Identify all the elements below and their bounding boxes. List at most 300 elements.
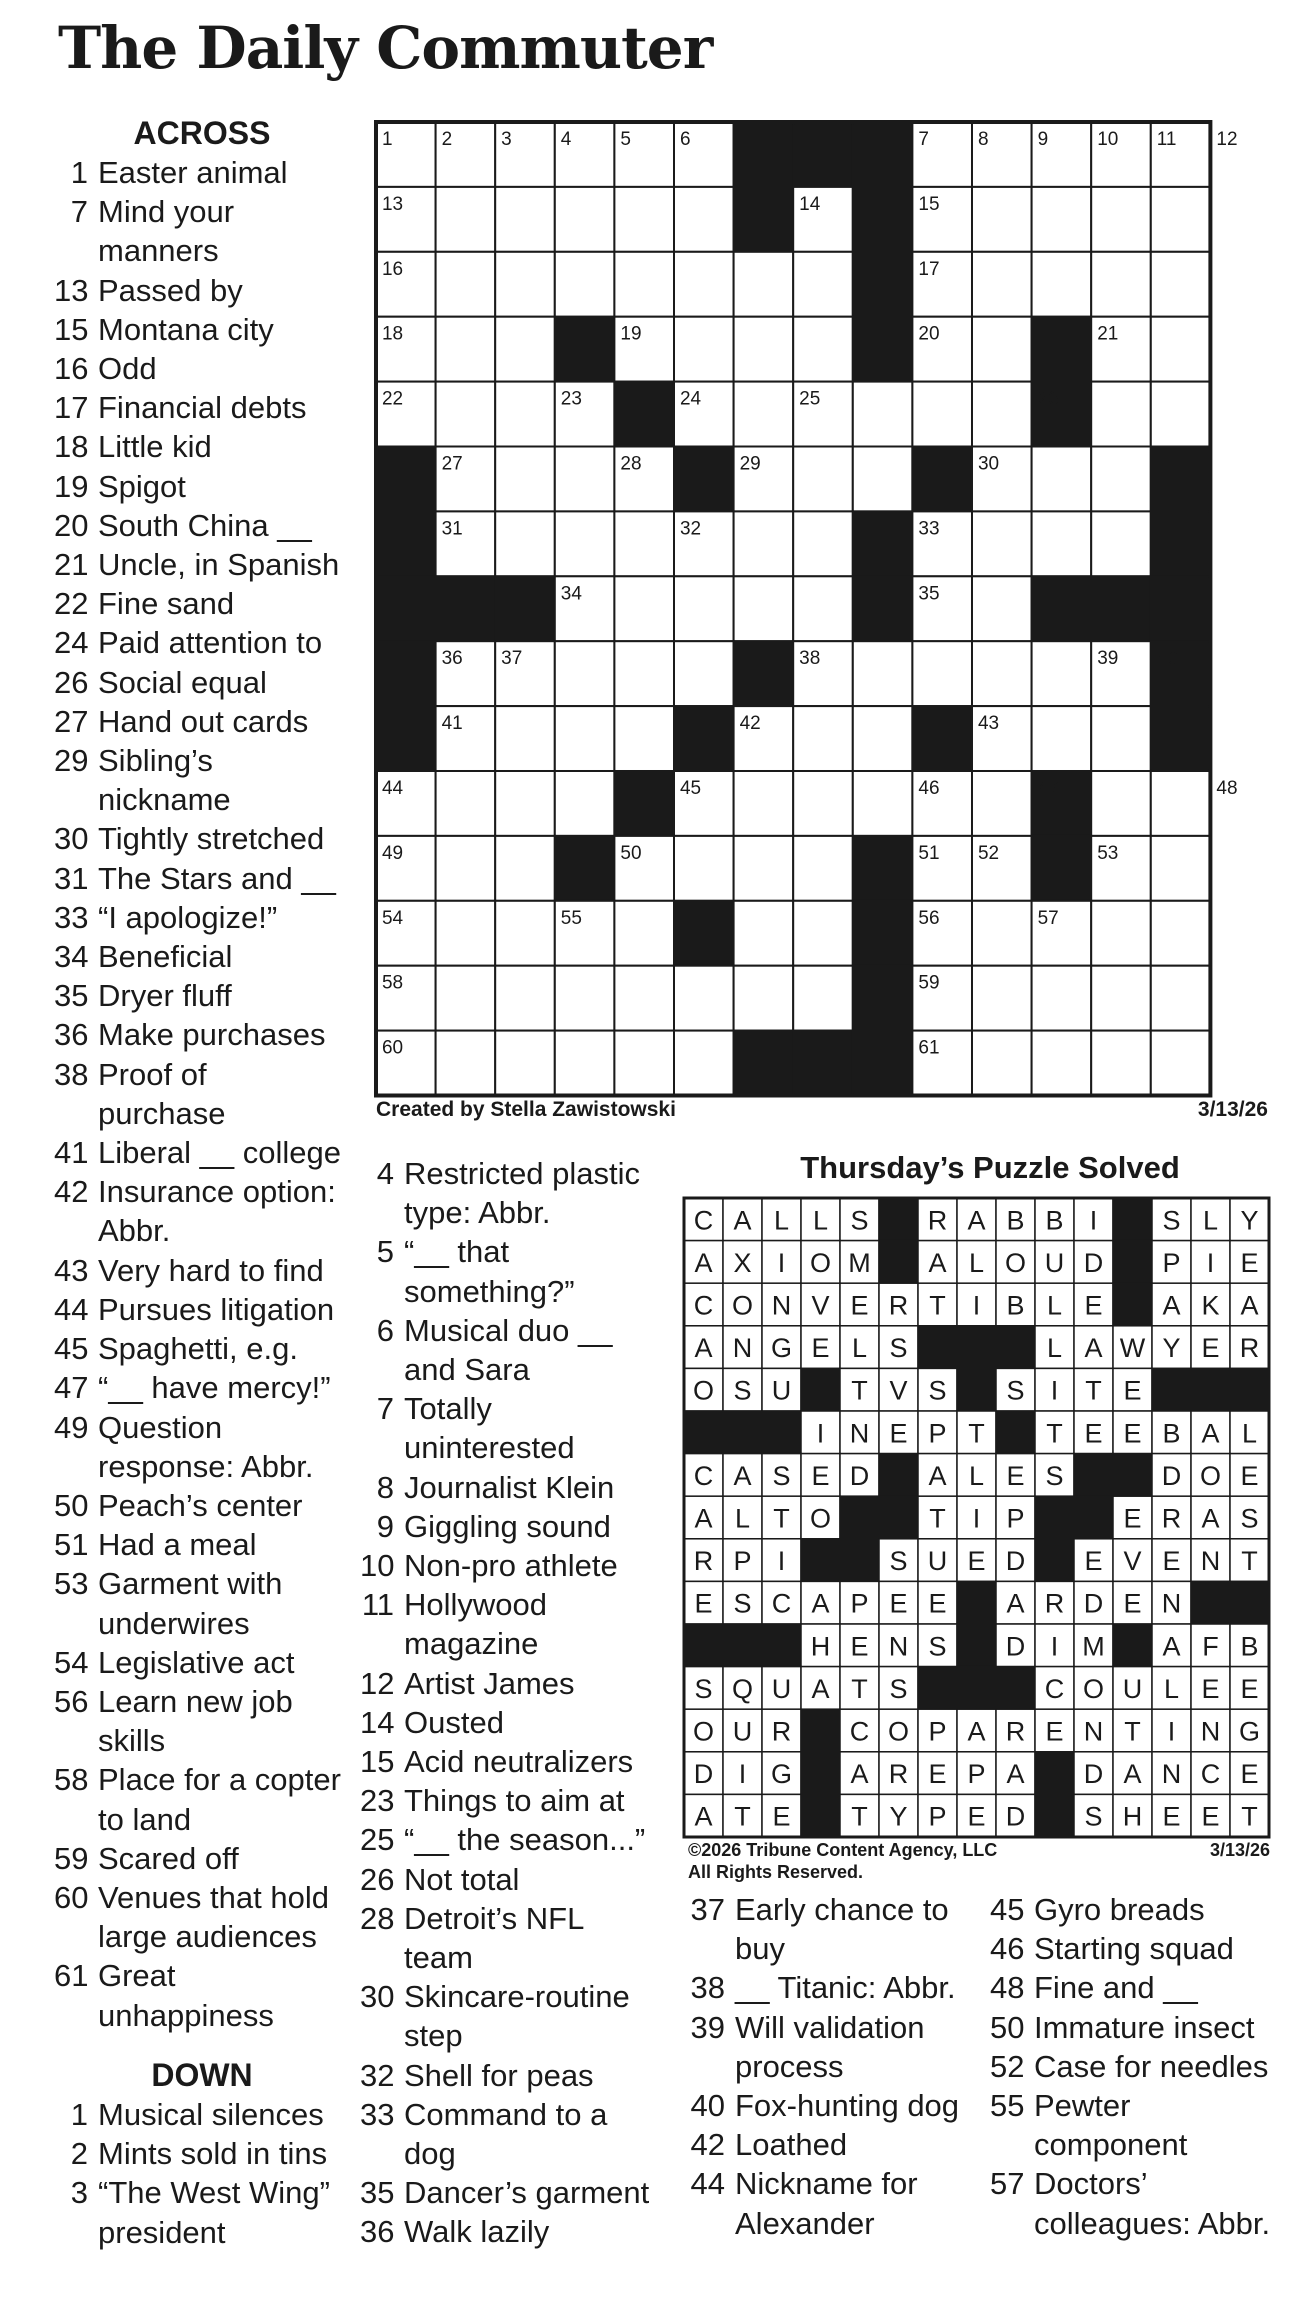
grid-cell[interactable] bbox=[1091, 771, 1151, 836]
solved-letter: T bbox=[773, 1503, 790, 1534]
puzzle-credit: Created by Stella Zawistowski bbox=[376, 1098, 676, 1121]
solved-letter: E bbox=[811, 1333, 830, 1364]
clue-text: Artist James bbox=[404, 1665, 575, 1701]
cell-number: 32 bbox=[679, 518, 702, 540]
solved-black-square bbox=[723, 1411, 762, 1454]
clue-number: 3 bbox=[70, 2175, 88, 2211]
solved-letter: R bbox=[927, 1205, 948, 1236]
clue-3 bbox=[54, 2213, 350, 2252]
clue-number bbox=[360, 1428, 394, 1467]
grid-cell[interactable] bbox=[495, 836, 555, 901]
black-square bbox=[734, 122, 794, 187]
grid-cell[interactable] bbox=[674, 966, 734, 1031]
black-square bbox=[853, 901, 913, 966]
grid-cell[interactable] bbox=[555, 1031, 615, 1096]
clue-text: Pursues litigation bbox=[98, 1291, 335, 1327]
solved-letter: G bbox=[770, 1759, 793, 1790]
grid-cell[interactable] bbox=[972, 317, 1032, 382]
grid-cell[interactable] bbox=[436, 966, 496, 1031]
cell-number: 55 bbox=[560, 907, 582, 929]
crossword-grid[interactable] bbox=[374, 120, 1238, 1098]
solved-letter: I bbox=[1050, 1375, 1059, 1406]
clue-text: Will validation bbox=[735, 2009, 925, 2045]
solved-black-square bbox=[1035, 1496, 1074, 1539]
grid-cell[interactable] bbox=[1151, 187, 1211, 252]
clue-5 bbox=[360, 1272, 660, 1311]
solved-black-square bbox=[1230, 1581, 1269, 1624]
clue-text: something?” bbox=[404, 1273, 575, 1309]
grid-cell[interactable] bbox=[495, 966, 555, 1031]
clue-number: 56 bbox=[54, 1683, 89, 1719]
clue-53 bbox=[54, 1564, 350, 1603]
clue-number: 25 bbox=[360, 1822, 395, 1858]
grid-cell[interactable] bbox=[495, 511, 555, 576]
clue-30 bbox=[360, 2016, 660, 2055]
clue-text: “I apologize!” bbox=[98, 899, 278, 935]
grid-cell[interactable] bbox=[1151, 966, 1211, 1031]
grid-cell[interactable] bbox=[674, 641, 734, 706]
puzzle-date: 3/13/26 bbox=[1197, 1098, 1268, 1121]
grid-cell[interactable] bbox=[853, 706, 913, 771]
grid-cell[interactable] bbox=[555, 706, 615, 771]
clue-text: Montana city bbox=[98, 311, 274, 347]
solved-black-square bbox=[879, 1241, 918, 1284]
grid-cell[interactable] bbox=[1032, 511, 1092, 576]
cell-number: 36 bbox=[441, 648, 463, 670]
solved-letter: D bbox=[1005, 1546, 1026, 1577]
grid-cell[interactable] bbox=[495, 252, 555, 317]
grid-cell[interactable] bbox=[853, 447, 913, 512]
grid-cell[interactable] bbox=[1151, 771, 1211, 836]
grid-cell[interactable] bbox=[1091, 447, 1151, 512]
solved-letter: A bbox=[1006, 1759, 1025, 1790]
cell-number: 26 bbox=[1037, 388, 1059, 410]
clue-23 bbox=[360, 1781, 660, 1820]
cell-number: 50 bbox=[620, 842, 642, 864]
solved-letter: A bbox=[1006, 1588, 1025, 1619]
solved-letter: P bbox=[967, 1759, 986, 1790]
solved-letter: S bbox=[928, 1631, 947, 1662]
cell-number: 31 bbox=[441, 518, 463, 540]
grid-cell[interactable] bbox=[853, 641, 913, 706]
clue-text: response: Abbr. bbox=[98, 1448, 314, 1484]
grid-cell[interactable] bbox=[1091, 966, 1151, 1031]
grid-cell[interactable] bbox=[436, 317, 496, 382]
grid-cell[interactable] bbox=[1032, 252, 1092, 317]
solved-letter: U bbox=[1044, 1247, 1065, 1278]
grid-cell[interactable] bbox=[1091, 511, 1151, 576]
solved-black-square bbox=[840, 1496, 879, 1539]
clue-text: president bbox=[98, 2214, 226, 2250]
clue-text: Command to a bbox=[404, 2096, 608, 2132]
grid-cell[interactable] bbox=[1091, 1031, 1151, 1096]
grid-cell[interactable] bbox=[793, 252, 853, 317]
grid-cell[interactable] bbox=[972, 771, 1032, 836]
clue-number bbox=[54, 1447, 88, 1486]
grid-cell[interactable] bbox=[1151, 836, 1211, 901]
clue-text: Starting squad bbox=[1034, 1931, 1234, 1967]
grid-cell[interactable] bbox=[793, 836, 853, 901]
solved-black-square bbox=[1074, 1496, 1113, 1539]
clue-27 bbox=[54, 702, 350, 741]
solved-letter: E bbox=[850, 1290, 869, 1321]
black-square bbox=[1032, 317, 1092, 382]
grid-cell[interactable] bbox=[555, 771, 615, 836]
grid-cell[interactable] bbox=[793, 706, 853, 771]
grid-cell[interactable] bbox=[972, 1031, 1032, 1096]
clue-21 bbox=[54, 545, 350, 584]
grid-cell[interactable] bbox=[495, 771, 555, 836]
grid-cell[interactable] bbox=[495, 901, 555, 966]
black-square bbox=[1151, 706, 1211, 771]
cell-number: 30 bbox=[977, 453, 1000, 475]
grid-cell[interactable] bbox=[614, 1031, 674, 1096]
black-square bbox=[853, 511, 913, 576]
clue-56 bbox=[54, 1682, 350, 1721]
solved-letter: A bbox=[1162, 1290, 1181, 1321]
solved-letter: A bbox=[694, 1503, 713, 1534]
clue-number bbox=[360, 1272, 394, 1311]
grid-cell[interactable] bbox=[674, 836, 734, 901]
grid-cell[interactable] bbox=[495, 317, 555, 382]
clue-text: Little kid bbox=[98, 429, 212, 465]
solved-puzzle-grid bbox=[682, 1196, 1271, 1839]
solved-letter: P bbox=[1162, 1247, 1181, 1278]
clue-number: 58 bbox=[54, 1762, 89, 1798]
grid-cell[interactable] bbox=[1091, 382, 1151, 447]
clue-text: dog bbox=[404, 2136, 456, 2172]
grid-cell[interactable] bbox=[495, 706, 555, 771]
grid-cell[interactable] bbox=[734, 966, 794, 1031]
clue-12 bbox=[360, 1664, 660, 1703]
solved-letter: E bbox=[1084, 1290, 1103, 1321]
solved-letter: O bbox=[1082, 1673, 1105, 1704]
clue-text: Restricted plastic bbox=[404, 1156, 641, 1191]
grid-cell[interactable] bbox=[495, 1031, 555, 1096]
clue-number: 1 bbox=[70, 155, 88, 190]
solved-letter: A bbox=[1201, 1503, 1220, 1534]
clue-number: 52 bbox=[990, 2048, 1025, 2084]
grid-cell[interactable] bbox=[734, 901, 794, 966]
solved-letter: V bbox=[1123, 1546, 1142, 1577]
clue-22 bbox=[54, 584, 350, 623]
grid-cell[interactable] bbox=[1091, 706, 1151, 771]
grid-cell[interactable] bbox=[614, 706, 674, 771]
grid-cell[interactable] bbox=[793, 511, 853, 576]
grid-cell[interactable] bbox=[495, 447, 555, 512]
grid-cell[interactable] bbox=[1091, 187, 1151, 252]
grid-cell[interactable] bbox=[734, 317, 794, 382]
solved-letter: E bbox=[928, 1588, 947, 1619]
solved-black-square bbox=[1113, 1624, 1152, 1667]
solved-letter: T bbox=[1085, 1375, 1102, 1406]
grid-cell[interactable] bbox=[734, 252, 794, 317]
cell-number: 57 bbox=[1037, 907, 1059, 929]
solved-letter: C bbox=[693, 1290, 714, 1321]
solved-letter: E bbox=[850, 1631, 869, 1662]
clue-text: Mind your bbox=[98, 194, 235, 230]
solved-black-square bbox=[996, 1411, 1035, 1454]
grid-cell[interactable] bbox=[734, 576, 794, 641]
solved-letter: L bbox=[968, 1247, 985, 1278]
grid-cell[interactable] bbox=[614, 187, 674, 252]
grid-cell[interactable] bbox=[614, 576, 674, 641]
grid-cell[interactable] bbox=[793, 576, 853, 641]
grid-cell[interactable] bbox=[436, 771, 496, 836]
clue-text: manners bbox=[98, 233, 219, 269]
solved-letter: A bbox=[733, 1460, 752, 1491]
clue-number bbox=[54, 780, 88, 819]
grid-cell[interactable] bbox=[972, 576, 1032, 641]
grid-cell[interactable] bbox=[853, 771, 913, 836]
grid-cell[interactable] bbox=[555, 966, 615, 1031]
solved-black-square bbox=[684, 1411, 723, 1454]
grid-cell[interactable] bbox=[972, 901, 1032, 966]
solved-letter: R bbox=[1239, 1333, 1260, 1364]
grid-cell[interactable] bbox=[734, 511, 794, 576]
down-clue-list-part-2 bbox=[360, 1154, 660, 2252]
clue-text: Fox-hunting dog bbox=[735, 2088, 960, 2124]
grid-cell[interactable] bbox=[674, 1031, 734, 1096]
clue-number: 44 bbox=[690, 2166, 725, 2202]
clue-58 bbox=[54, 1800, 350, 1839]
cell-number: 59 bbox=[918, 972, 940, 994]
black-square bbox=[1151, 447, 1211, 512]
grid-cell[interactable] bbox=[972, 382, 1032, 447]
clue-7 bbox=[360, 1428, 660, 1467]
grid-cell[interactable] bbox=[674, 317, 734, 382]
cell-number: 27 bbox=[441, 453, 463, 475]
grid-cell[interactable] bbox=[1091, 901, 1151, 966]
grid-cell[interactable] bbox=[614, 511, 674, 576]
grid-cell[interactable] bbox=[734, 382, 794, 447]
clue-number: 57 bbox=[990, 2166, 1025, 2202]
clue-number: 38 bbox=[690, 1970, 725, 2006]
grid-cell[interactable] bbox=[972, 641, 1032, 706]
solved-letter: S bbox=[889, 1333, 908, 1364]
clue-33 bbox=[360, 2134, 660, 2173]
clue-number: 41 bbox=[54, 1135, 89, 1171]
solved-letter: C bbox=[1200, 1759, 1221, 1790]
solved-letter: U bbox=[927, 1546, 948, 1577]
clue-text: Fine sand bbox=[98, 586, 235, 622]
clue-number: 20 bbox=[54, 507, 89, 543]
grid-cell[interactable] bbox=[436, 836, 496, 901]
clue-28 bbox=[360, 1938, 660, 1977]
black-square bbox=[793, 1031, 853, 1096]
grid-cell[interactable] bbox=[436, 252, 496, 317]
solved-title: Thursday’s Puzzle Solved bbox=[800, 1150, 1180, 1185]
clue-33 bbox=[360, 2095, 660, 2134]
solved-letter: A bbox=[850, 1759, 869, 1790]
clue-34 bbox=[54, 937, 350, 976]
grid-cell[interactable] bbox=[972, 511, 1032, 576]
grid-cell[interactable] bbox=[1032, 706, 1092, 771]
clue-text: underwires bbox=[98, 1605, 250, 1641]
grid-cell[interactable] bbox=[1151, 382, 1211, 447]
clue-text: Detroit’s NFL bbox=[404, 1900, 585, 1936]
clue-35 bbox=[54, 976, 350, 1015]
solved-letter: E bbox=[1162, 1801, 1181, 1832]
cell-number: 3 bbox=[501, 129, 512, 151]
grid-cell[interactable] bbox=[793, 901, 853, 966]
cell-number: 5 bbox=[620, 129, 631, 151]
clue-29 bbox=[54, 741, 350, 780]
clue-text: Peach’s center bbox=[98, 1487, 303, 1523]
grid-cell[interactable] bbox=[972, 187, 1032, 252]
grid-cell[interactable] bbox=[1032, 447, 1092, 512]
grid-cell[interactable] bbox=[1151, 317, 1211, 382]
clue-25 bbox=[360, 1820, 660, 1859]
grid-cell[interactable] bbox=[972, 252, 1032, 317]
grid-cell[interactable] bbox=[853, 382, 913, 447]
grid-cell[interactable] bbox=[436, 382, 496, 447]
clue-number: 10 bbox=[360, 1548, 395, 1584]
clue-number: 12 bbox=[360, 1665, 395, 1701]
clue-text: “The West Wing” bbox=[98, 2175, 330, 2211]
grid-cell[interactable] bbox=[674, 252, 734, 317]
solved-letter: N bbox=[1200, 1546, 1221, 1577]
grid-cell[interactable] bbox=[555, 511, 615, 576]
solved-black-square bbox=[957, 1368, 996, 1411]
solved-letter: A bbox=[1240, 1290, 1259, 1321]
solved-black-square bbox=[879, 1198, 918, 1241]
grid-cell[interactable] bbox=[1032, 1031, 1092, 1096]
solved-letter: A bbox=[967, 1205, 986, 1236]
grid-cell[interactable] bbox=[734, 836, 794, 901]
clue-text: Very hard to find bbox=[98, 1252, 324, 1288]
solved-letter: L bbox=[734, 1503, 751, 1534]
clue-number: 45 bbox=[54, 1331, 89, 1367]
solved-letter: O bbox=[731, 1290, 754, 1321]
clue-text: Uncle, in Spanish bbox=[98, 547, 340, 583]
clue-text: Hand out cards bbox=[98, 703, 309, 739]
solved-date: 3/13/26 bbox=[1209, 1840, 1270, 1860]
grid-cell[interactable] bbox=[674, 576, 734, 641]
solved-letter: B bbox=[1045, 1205, 1064, 1236]
grid-cell[interactable] bbox=[555, 187, 615, 252]
solved-black-square bbox=[957, 1667, 996, 1710]
grid-cell[interactable] bbox=[972, 966, 1032, 1031]
black-square bbox=[853, 836, 913, 901]
grid-cell[interactable] bbox=[555, 641, 615, 706]
grid-cell[interactable] bbox=[614, 901, 674, 966]
solved-black-square bbox=[1113, 1198, 1152, 1241]
solved-letter: A bbox=[967, 1716, 986, 1747]
clue-text: Ousted bbox=[404, 1704, 504, 1740]
grid-cell[interactable] bbox=[495, 382, 555, 447]
solved-letter: S bbox=[1162, 1205, 1181, 1236]
clue-text: Alexander bbox=[735, 2205, 875, 2241]
clue-text: Liberal __ college bbox=[98, 1135, 342, 1171]
grid-cell[interactable] bbox=[436, 187, 496, 252]
solved-letter: R bbox=[1161, 1503, 1182, 1534]
clue-text: Dancer’s garment bbox=[404, 2175, 650, 2211]
grid-cell[interactable] bbox=[1151, 901, 1211, 966]
solved-letter: E bbox=[928, 1759, 947, 1790]
grid-cell[interactable] bbox=[1151, 1031, 1211, 1096]
clue-number bbox=[54, 2213, 88, 2252]
grid-cell[interactable] bbox=[614, 252, 674, 317]
solved-letter: K bbox=[1201, 1290, 1220, 1321]
clue-7 bbox=[54, 192, 350, 231]
cell-number: 22 bbox=[381, 388, 404, 410]
solved-letter: S bbox=[1240, 1503, 1259, 1534]
grid-cell[interactable] bbox=[912, 641, 972, 706]
solved-letter: S bbox=[694, 1673, 713, 1704]
grid-cell[interactable] bbox=[1151, 252, 1211, 317]
clue-number bbox=[54, 1211, 88, 1250]
solved-letter: N bbox=[732, 1333, 753, 1364]
grid-cell[interactable] bbox=[674, 187, 734, 252]
clue-number: 28 bbox=[360, 1900, 395, 1936]
cell-number: 8 bbox=[977, 129, 989, 151]
grid-cell[interactable] bbox=[555, 252, 615, 317]
solved-letter: I bbox=[1050, 1631, 1059, 1662]
grid-cell[interactable] bbox=[555, 447, 615, 512]
solved-letter: S bbox=[889, 1673, 908, 1704]
grid-cell[interactable] bbox=[793, 966, 853, 1031]
clue-9 bbox=[360, 1507, 660, 1546]
grid-cell[interactable] bbox=[1032, 966, 1092, 1031]
cell-number: 4 bbox=[560, 129, 572, 151]
grid-cell[interactable] bbox=[614, 641, 674, 706]
cell-number: 45 bbox=[679, 777, 702, 799]
solved-letter: S bbox=[733, 1588, 752, 1619]
solved-letter: M bbox=[1082, 1631, 1105, 1662]
solved-letter: I bbox=[1206, 1247, 1215, 1278]
clue-number: 32 bbox=[360, 2057, 395, 2093]
clue-text: Garment with bbox=[98, 1566, 283, 1602]
grid-cell[interactable] bbox=[1032, 641, 1092, 706]
black-square bbox=[1151, 576, 1211, 641]
grid-cell[interactable] bbox=[793, 447, 853, 512]
grid-cell[interactable] bbox=[793, 317, 853, 382]
grid-cell[interactable] bbox=[793, 771, 853, 836]
grid-cell[interactable] bbox=[495, 187, 555, 252]
grid-cell[interactable] bbox=[436, 901, 496, 966]
black-square bbox=[674, 706, 734, 771]
clue-text: Legislative act bbox=[98, 1644, 295, 1680]
grid-cell[interactable] bbox=[912, 382, 972, 447]
clue-number bbox=[360, 1938, 394, 1977]
solved-letter: T bbox=[1241, 1546, 1258, 1577]
black-square bbox=[674, 447, 734, 512]
solved-black-square bbox=[996, 1326, 1035, 1369]
solved-letter: C bbox=[693, 1460, 714, 1491]
clue-17 bbox=[54, 388, 350, 427]
cell-number: 34 bbox=[560, 583, 582, 605]
clue-number: 15 bbox=[54, 311, 89, 347]
grid-cell[interactable] bbox=[734, 771, 794, 836]
solved-black-square bbox=[879, 1496, 918, 1539]
grid-cell[interactable] bbox=[614, 966, 674, 1031]
grid-cell[interactable] bbox=[436, 1031, 496, 1096]
cell-number: 42 bbox=[739, 713, 761, 735]
grid-cell[interactable] bbox=[1091, 252, 1151, 317]
solved-letter: E bbox=[1162, 1546, 1181, 1577]
cell-number: 40 bbox=[1156, 648, 1178, 670]
grid-cell[interactable] bbox=[1032, 187, 1092, 252]
black-square bbox=[1151, 511, 1211, 576]
cell-number: 52 bbox=[977, 842, 1000, 864]
clue-text: large audiences bbox=[98, 1919, 317, 1955]
solved-letter: L bbox=[968, 1460, 985, 1491]
clue-14 bbox=[360, 1703, 660, 1742]
clue-7 bbox=[54, 231, 350, 270]
solved-letter: T bbox=[968, 1418, 985, 1449]
cell-number: 58 bbox=[381, 972, 404, 994]
